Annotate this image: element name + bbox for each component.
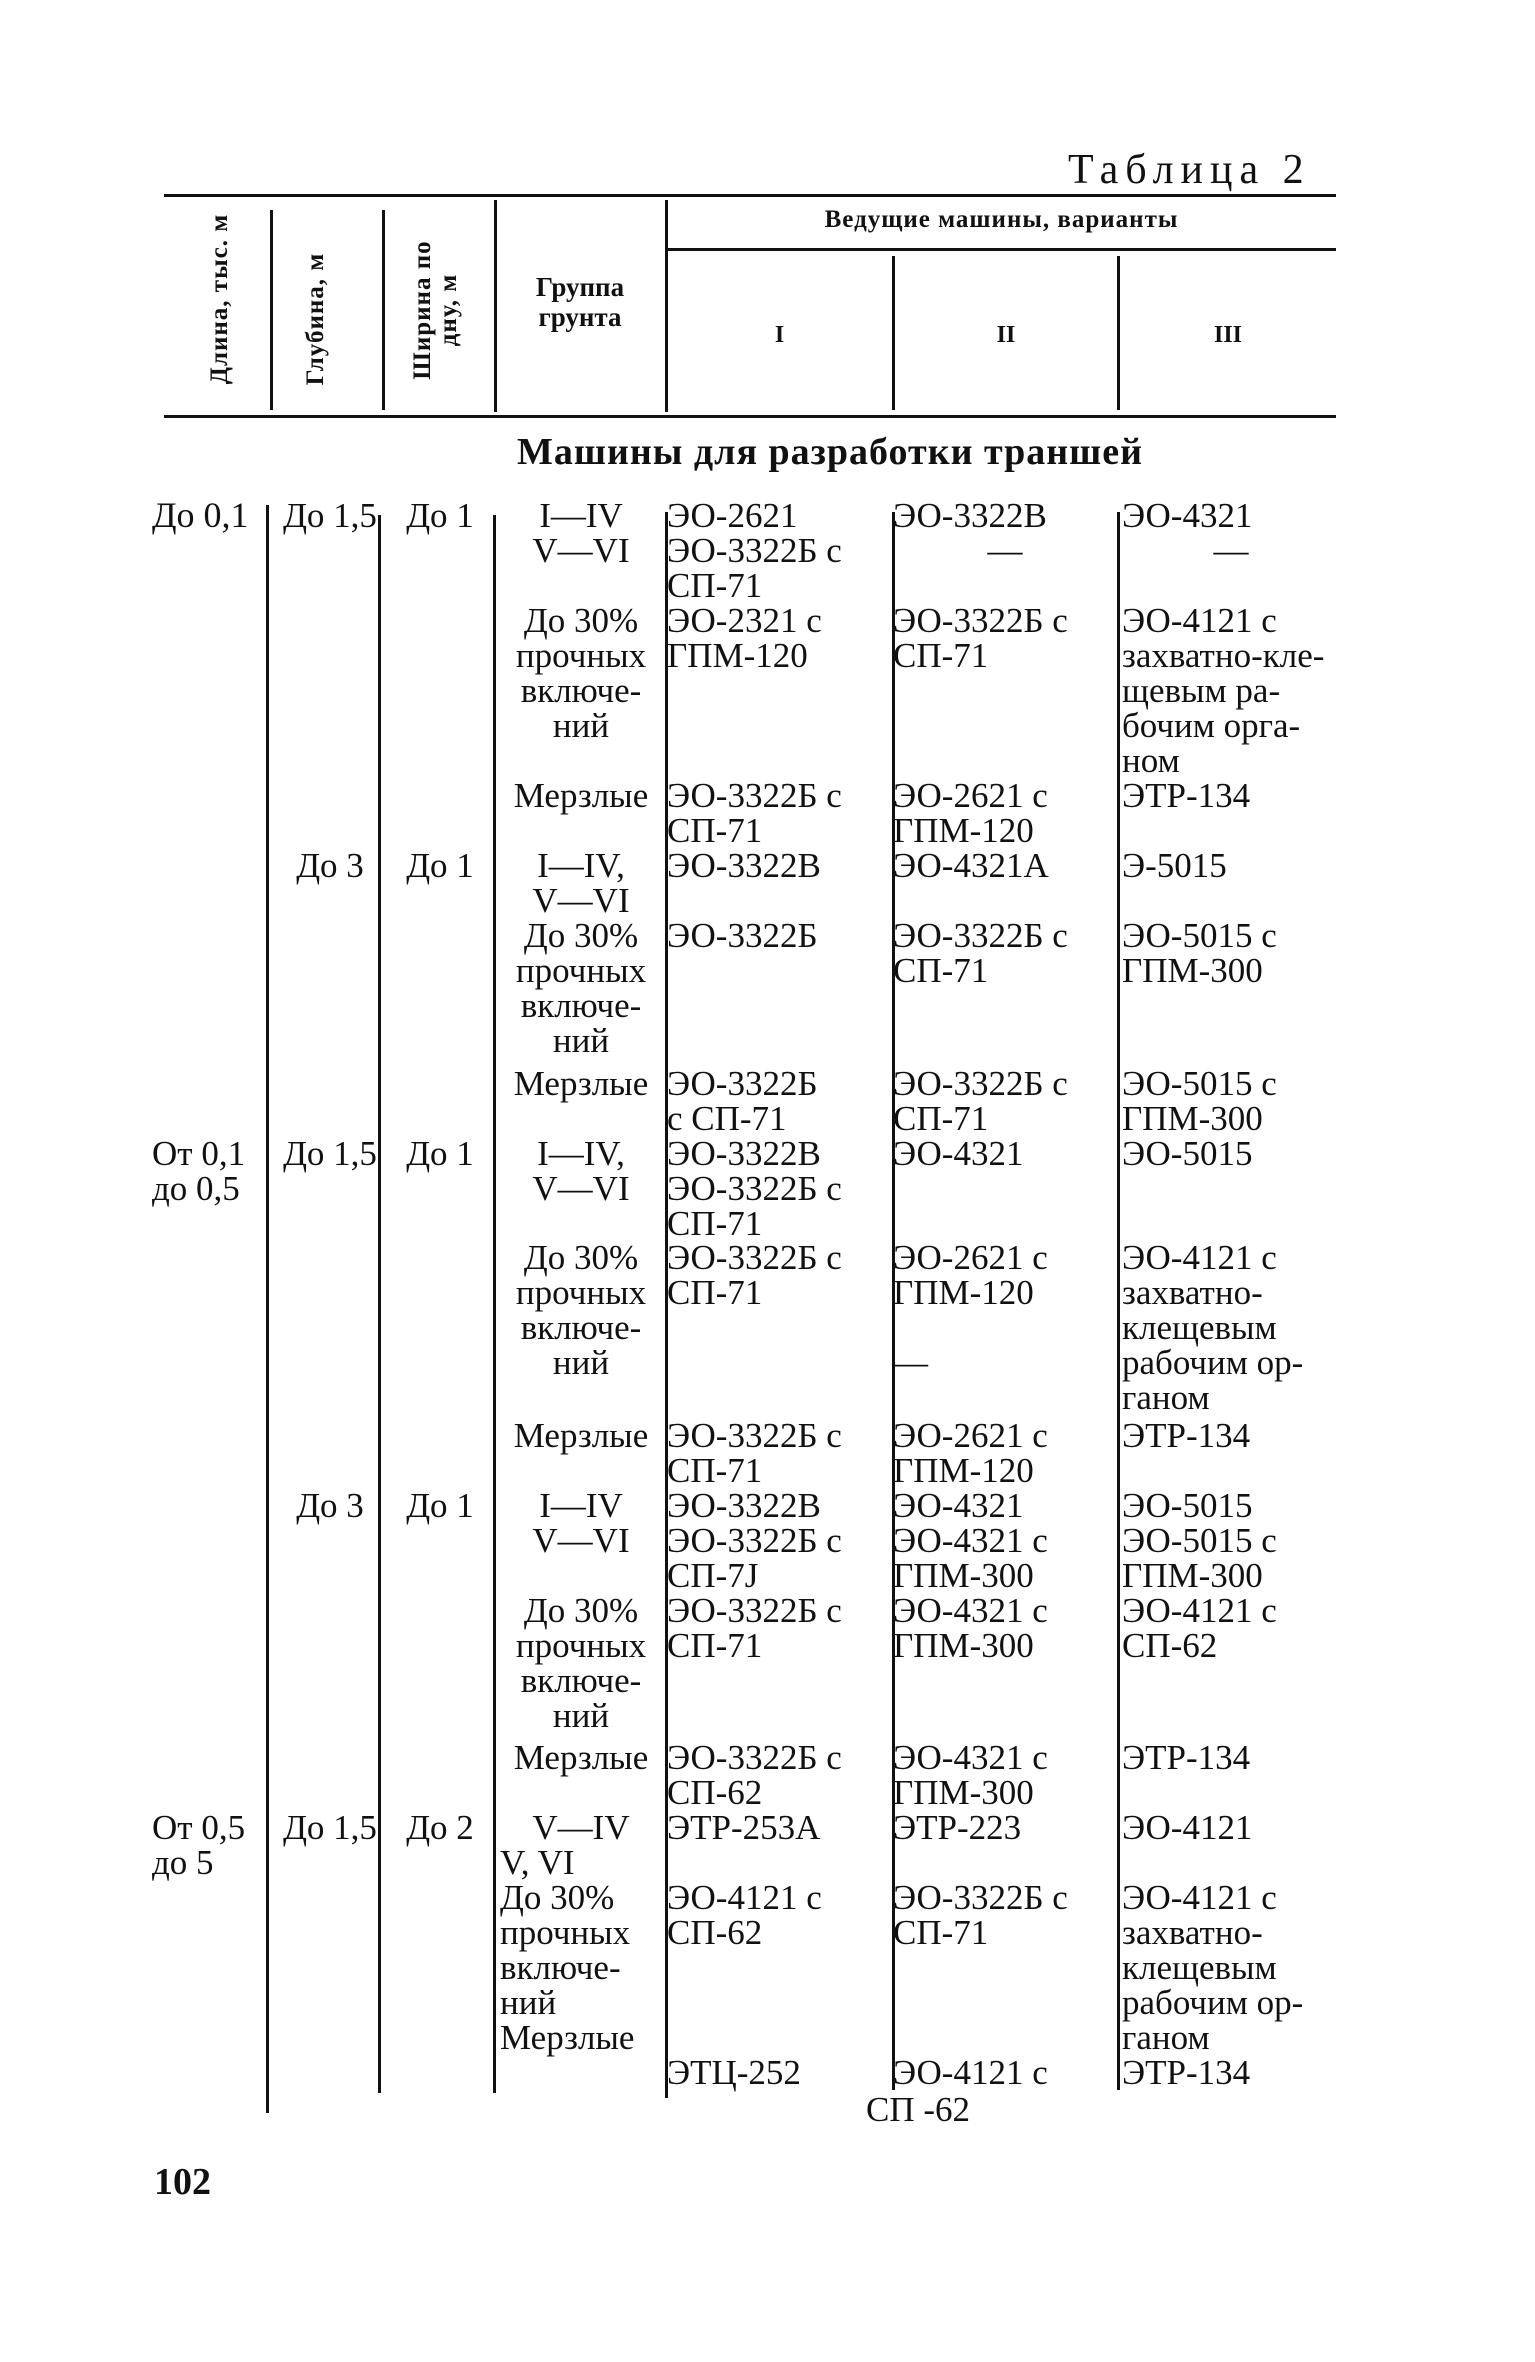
soil-cell: V—IV — [532, 1808, 630, 1847]
variant1-cell: ЭО-3322Б с СП-71 — [667, 1064, 818, 1138]
variant2-cell: ЭО-2621 с ГПМ-120 — [893, 776, 1048, 850]
body-divider-v2 — [1117, 512, 1120, 2090]
depth-cell-3: До 1,5 — [283, 1134, 377, 1173]
variant3-cell: ЭО-4121 с захватно- клещевым рабочим ор- ганом — [1122, 1238, 1304, 1417]
header-depth: Глубина, м — [302, 252, 329, 386]
soil-cell: I—IV, V—VI — [532, 1134, 630, 1208]
depth-cell-4: До 3 — [296, 1486, 364, 1525]
variant3-cell: ЭО-5015 — [1122, 1486, 1253, 1525]
variant2-cell: ЭО-3322В — [893, 496, 1047, 535]
variant1-cell: ЭО-3322Б — [667, 916, 818, 955]
variant1-cell: ЭО-2621 — [667, 496, 798, 535]
header-divider-2 — [382, 210, 385, 410]
header-divider-1 — [270, 210, 273, 410]
soil-cell: Мерзлые — [513, 1738, 649, 1777]
variant3-cell: ЭО-4121 с захватно-кле- щевым ра- бочим орга- ном — [1122, 601, 1325, 780]
overflow-text: СП -62 — [866, 2090, 971, 2129]
width-cell-4: До 1 — [406, 1486, 474, 1525]
variant3-cell: ЭТР-134 — [1122, 1738, 1251, 1777]
soil-cell: До 30% прочных включе- ний — [515, 1238, 647, 1382]
variant1-cell: ЭО-3322Б с СП-71 — [667, 1416, 842, 1490]
soil-cell: V, VI До 30% прочных включе- ний Мерзлые — [500, 1843, 635, 2057]
variant1-cell: ЭО-3322Б с СП-71 — [667, 776, 842, 850]
variant3-cell: ЭО-5015 с ГПМ-300 — [1122, 1521, 1277, 1595]
variant3-cell: ЭТР-134 — [1122, 776, 1251, 815]
variant1-cell: ЭТР-253А — [667, 1808, 821, 1847]
variant2-cell: ЭО-4321 с ГПМ-300 — [893, 1521, 1048, 1595]
soil-cell: I—IV — [539, 1486, 623, 1525]
variant2-cell: ЭО-3322Б с СП-71 — [893, 916, 1068, 990]
table-caption: Таблица 2 — [1068, 147, 1311, 193]
header-width — [410, 210, 466, 410]
variant1-cell: ЭО-2321 с ГПМ-120 — [667, 601, 822, 675]
variant2-cell: ЭО-4321 — [893, 1134, 1024, 1173]
variant3-cell: ЭО-4121 с захватно- клещевым рабочим ор- ганом ЭТР-134 — [1122, 1878, 1304, 2092]
variant1-cell: ЭО-3322Б с СП-7J — [667, 1521, 842, 1595]
header-variant-3: III — [1213, 322, 1243, 348]
variant3-cell: ЭТР-134 — [1122, 1416, 1251, 1455]
header-top-rule — [164, 194, 1336, 197]
variant2-cell: ЭО-4321А — [893, 846, 1049, 885]
variant3-cell: ЭО-5015 с ГПМ-300 — [1122, 916, 1277, 990]
variant2-cell: — — [987, 531, 1023, 570]
soil-cell: Мерзлые — [513, 1064, 649, 1103]
width-cell-2: До 1 — [406, 846, 474, 885]
header-length: Длина, тыс. м — [206, 213, 233, 385]
variant2-cell: ЭО-3322Б с СП-71 — [893, 601, 1068, 675]
variant2-cell: ЭО-3322Б с СП-71 — [893, 1064, 1068, 1138]
variant1-cell: ЭО-3322Б с СП-62 — [667, 1738, 842, 1812]
variant2-cell: ЭО-4321 — [893, 1486, 1024, 1525]
soil-cell: V—VI — [532, 531, 630, 570]
variant1-cell: ЭО-3322Б с СП-71 — [667, 1238, 842, 1312]
body-divider-depth — [378, 515, 381, 2093]
width-cell-1: До 1 — [406, 496, 474, 535]
variant3-cell: ЭО-4321 — [1122, 496, 1253, 535]
header-soil: Группа грунта — [535, 272, 625, 332]
depth-cell-5: До 1,5 — [283, 1808, 377, 1847]
variant1-cell: ЭО-3322В ЭО-3322Б с СП-71 — [667, 1134, 842, 1243]
section-title: Машины для разработки траншей — [517, 431, 1143, 473]
variant1-cell: ЭО-3322В — [667, 1486, 821, 1525]
soil-cell: Мерзлые — [513, 776, 649, 815]
variant2-cell: ЭО-2621 с ГПМ-120 — — [893, 1238, 1048, 1382]
header-variant-2: II — [996, 322, 1016, 348]
soil-cell: До 30% прочных включе- ний — [515, 1591, 647, 1735]
soil-cell: До 30% прочных включе- ний — [515, 916, 647, 1060]
depth-cell-2: До 3 — [296, 846, 364, 885]
variant1-cell: ЭО-3322Б с СП-71 — [667, 531, 842, 605]
variant2-cell: ЭО-3322Б с СП-71 ЭО-4121 с — [893, 1878, 1068, 2092]
length-cell-2: От 0,1 до 0,5 — [152, 1134, 246, 1208]
variant1-cell: ЭО-4121 с СП-62 ЭТЦ-252 — [667, 1878, 822, 2092]
variant2-cell: ЭО-4321 с ГПМ-300 — [893, 1591, 1048, 1665]
page-number: 102 — [154, 2161, 211, 2203]
machines-header-rule — [667, 248, 1336, 251]
soil-cell: V—VI — [532, 1521, 630, 1560]
variant3-cell: ЭО-4121 — [1122, 1808, 1253, 1847]
variant1-cell: ЭО-3322В — [667, 846, 821, 885]
header-machines: Ведущие машины, варианты — [824, 206, 1179, 233]
variant3-cell: ЭО-5015 с ГПМ-300 — [1122, 1064, 1277, 1138]
length-cell-1: До 0,1 — [152, 495, 249, 535]
header-bottom-rule — [164, 415, 1336, 418]
variant2-cell: ЭО-2621 с ГПМ-120 — [893, 1416, 1048, 1490]
soil-cell: I—IV — [539, 496, 623, 535]
header-width-line2: дну, м — [435, 273, 462, 347]
width-cell-3: До 1 — [406, 1134, 474, 1173]
variant3-cell: ЭО-5015 — [1122, 1134, 1253, 1173]
variant1-cell: ЭО-3322Б с СП-71 — [667, 1591, 842, 1665]
variant3-cell: Э-5015 — [1122, 846, 1227, 885]
variant2-cell: ЭО-4321 с ГПМ-300 — [893, 1738, 1048, 1812]
variant2-cell: ЭТР-223 — [893, 1808, 1022, 1847]
width-cell-5: До 2 — [406, 1808, 474, 1847]
length-cell-3: От 0,5 до 5 — [152, 1808, 246, 1882]
soil-cell: I—IV, V—VI — [532, 846, 630, 920]
header-width-line1: Ширина по — [409, 240, 436, 380]
depth-cell-1: До 1,5 — [283, 496, 377, 535]
soil-cell: До 30% прочных включе- ний — [515, 601, 647, 745]
variant3-cell: ЭО-4121 с СП-62 — [1122, 1591, 1277, 1665]
header-variant-1: I — [774, 322, 785, 348]
variant3-cell: — — [1213, 531, 1249, 570]
soil-cell: Мерзлые — [513, 1416, 649, 1455]
